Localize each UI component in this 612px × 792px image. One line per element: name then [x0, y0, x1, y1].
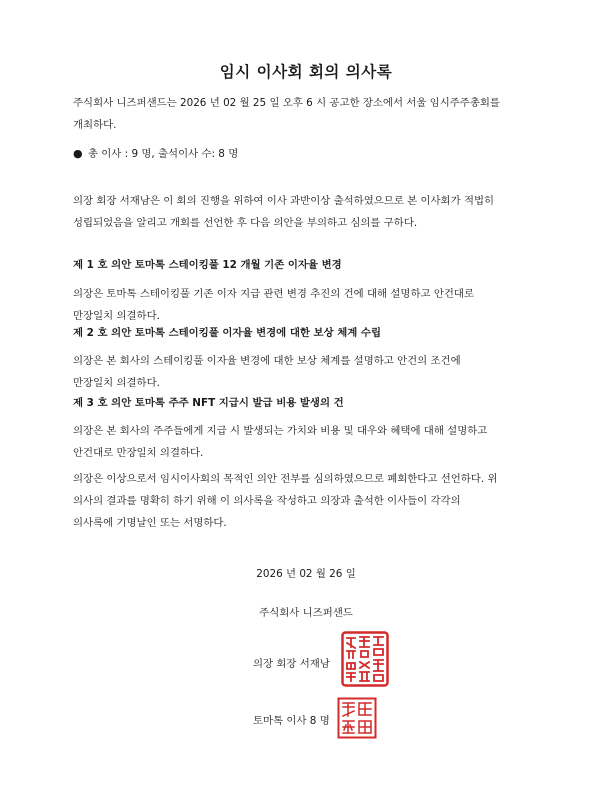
agenda-1-body	[73, 283, 543, 327]
company-seal-image	[341, 631, 389, 687]
agenda-3-line-2: 안건대로 만장일치 의결하다.	[73, 447, 204, 459]
opening-line-2: 성립되었음을 알리고 개회를 선언한 후 다음 의안을 부의하고 심의를 구하다.	[73, 217, 418, 229]
intro-paragraph	[73, 92, 543, 136]
closing-line-2: 의사의 결과를 명확히 하기 위해 이 의사록을 작성하고 의장과 출석한 이사들이 각각의	[73, 495, 461, 507]
attendance-text: 총 이사 : 9 명, 출석이사 수: 8 명	[87, 148, 239, 160]
opening-line-1: 의장 회장 서재남은 이 회의 진행을 위하여 이사 과반이상 출석하였으므로 본 이사회가 적법히	[73, 195, 495, 207]
agenda-3-line-1: 의장은 본 회사의 주주들에게 지급 시 발생되는 가치와 비용 및 대우와 혜택에 대해 설명하고	[73, 425, 488, 437]
directors-signature: 토마톡 이사 8 명	[253, 715, 330, 727]
company-name: 주식회사 니즈퍼샌드	[259, 607, 353, 619]
document-title: 임시 이사회 회의 의사록	[219, 63, 393, 81]
chair-signature: 의장 회장 서재남	[253, 658, 330, 670]
intro-line-1: 주식회사 니즈퍼샌드는 2026 년 02 월 25 일 오후 6 시 공고한 장소에서 서울 임시주주총회를	[73, 97, 500, 109]
closing-paragraph	[73, 468, 543, 534]
agenda-1-line-1: 의장은 토마톡 스테이킹풀 기존 이자 지급 관련 변경 추진의 건에 대해 설명하고 안건대로	[73, 288, 474, 300]
intro-line-2: 개최하다.	[73, 119, 117, 131]
agenda-1-heading: 제 1 호 의안 토마톡 스테이킹풀 12 개월 기존 이자율 변경	[73, 259, 342, 271]
agenda-2-line-2: 만장일치 의결하다.	[73, 377, 160, 389]
agenda-2-heading: 제 2 호 의안 토마톡 스테이킹풀 이자율 변경에 대한 보상 체계 수립	[73, 327, 381, 339]
closing-line-3: 의사록에 기명날인 또는 서명하다.	[73, 517, 227, 529]
attendance-line	[73, 143, 543, 165]
bullet-icon: ●	[73, 147, 83, 160]
agenda-2-body	[73, 350, 543, 394]
agenda-2-line-1: 의장은 본 회사의 스테이킹풀 이자율 변경에 대한 보상 체계를 설명하고 안건의 조건에	[73, 355, 461, 367]
directors-seal-image	[337, 697, 377, 739]
agenda-3-heading: 제 3 호 의안 토마톡 주주 NFT 지급시 발급 비용 발생의 건	[73, 397, 344, 409]
agenda-3-body	[73, 420, 543, 464]
closing-line-1: 의장은 이상으로서 임시이사회의 목적인 의안 전부를 심의하였으므로 폐회한다고 선언하다. 위	[73, 473, 498, 485]
agenda-1-line-2: 만장일치 의결하다.	[73, 310, 160, 322]
document-date: 2026 년 02 월 26 일	[256, 568, 356, 580]
opening-paragraph	[73, 190, 543, 234]
